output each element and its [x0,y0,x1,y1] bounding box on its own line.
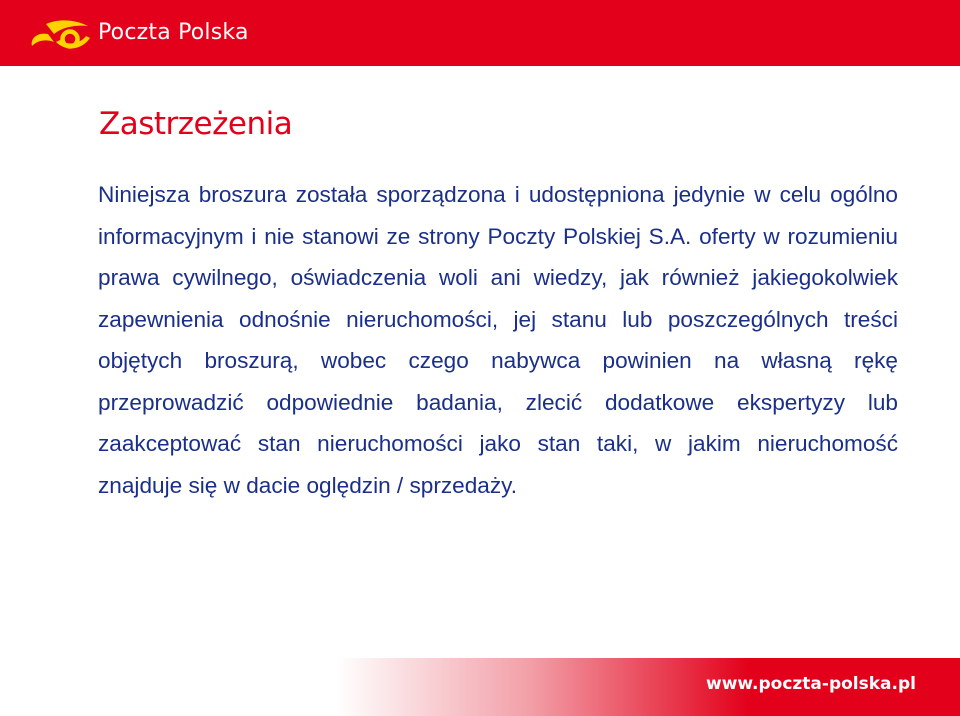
logo[interactable] [26,10,249,54]
page-title: Zastrzeżenia [99,106,293,142]
poczta-polska-horn-logo-icon [26,12,96,52]
logo-text: Poczta Polska [98,19,249,45]
header-bar [0,0,960,66]
footer-url[interactable]: www.poczta-polska.pl [706,674,916,694]
disclaimer-text: Niniejsza broszura została sporządzona i udostępniona jedynie w celu ogólno informacyjnym i nie stanowi ze strony Poczty Polskiej S.A. oferty w rozumieniu prawa cywilnego, oświadczenia woli ani wiedzy, jak również jakiegokolwiek zapewnienia odnośnie nieruchomości, jej stanu lub poszczególnych treści objętych broszurą, wobec czego nabywca powinien na własną rękę przeprowadzić odpowiednie badania, zlecić dodatkowe ekspertyzy lub zaakceptować stan nieruchomości jako stan taki, w jakim nieruchomość znajduje się w dacie oględzin / sprzedaży. [98,182,898,498]
